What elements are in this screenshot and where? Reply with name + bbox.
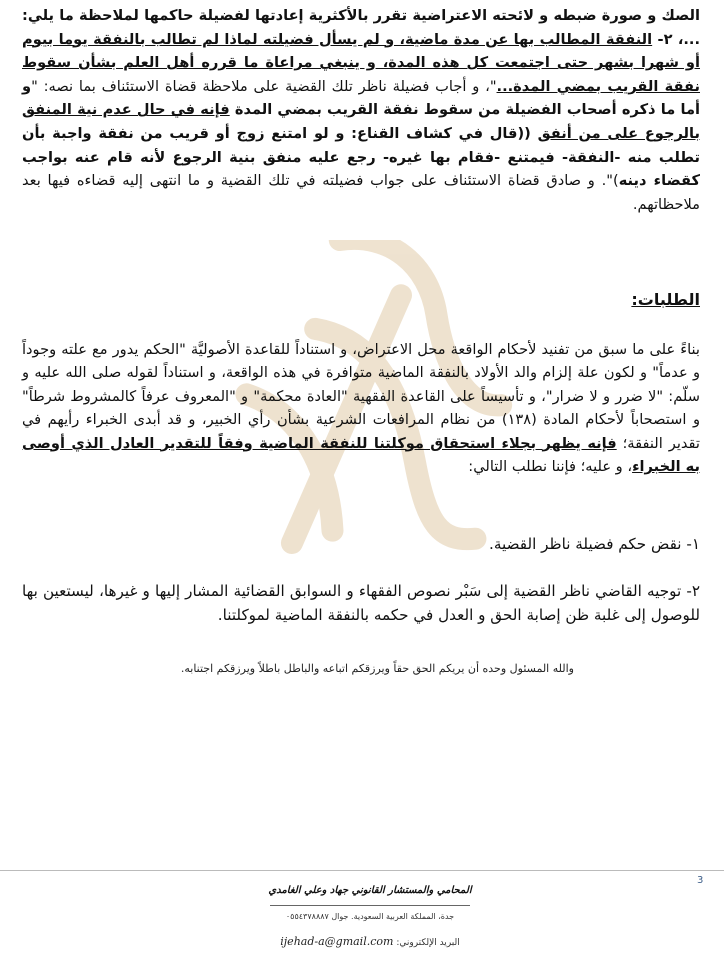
footer-email-label: البريد الإلكتروني:	[396, 938, 460, 948]
text-segment: و أما ما ذكره أصحاب الفضيلة من سقوط نفقة القريب بمضي المدة	[22, 77, 701, 119]
footer-email[interactable]: ijehad-a@gmail.com	[280, 935, 394, 948]
text-segment: النفقة المطالب بها عن مدة ماضية، و لم يسأل فضيلته لماذا لم تطالب بالنفقة يوما بيوم أو شهرا بشهر حتى اجتمعت كل هذه المدة، و ينبغي مراعاة ما قرره أهل العلم بشأن سقوط نفقة القريب بمضي المدة...	[22, 30, 700, 95]
text-segment: )". و صادق قضاة الاستئناف على جواب فضيلته في تلك القضية و ما انتهى إليه قضاءه فيها بعد ملاحظاتهم.	[22, 172, 700, 213]
text-segment: الصك و صورة ضبطه و لائحته الاعتراضية تقرر بالأكثرية إعادتها لفضيلة حاكمها لملاحظة ما يلي: ...، ٢-	[22, 7, 701, 48]
text-segment: فإنه يظهر بجلاء استحقاق موكلتنا للنفقة الماضية وفقاً للتقدير العادل الذي أوصى به الخبراء	[22, 434, 700, 476]
text-segment: ((قال في كشاف القناع: و لو امتنع زوج أو قريب من نفقة واجبة بأن تطلب منه -النفقة- فيمتنع -فقام بها غيره- رجع عليه منفق بنية الرجوع لأنه قام عنه بواجب كقضاء دينه	[22, 124, 700, 190]
text-segment: "، و أجاب فضيلة ناظر تلك القضية على ملاحظة قضاة الاستئناف بما نصه: "	[31, 77, 497, 95]
section-heading-requests: الطلبات:	[631, 290, 700, 309]
footer-email-row	[250, 935, 490, 948]
footer-lawyer-name: المحامي والمستشار القانوني جهاد وعلي الغامدي	[268, 885, 472, 896]
footer-address: جدة، المملكة العربية السعودية. جوال ٠٥٥٤٣٧٨٨٨٧	[285, 912, 455, 921]
request-item-2: ٢- توجيه القاضي ناظر القضية إلى سَبْر نصوص الفقهاء و السوابق القضائية المشار إليها و غيرها، ليستعين بها للوصول إلى غلبة ظن إصابة الحق و العدل في حكمه بالنفقة الماضية لموكلتنا.	[22, 582, 700, 624]
footer-divider	[0, 870, 724, 871]
closing-prayer: والله المسئول وحده أن يريكم الحق حقاً ويرزقكم اتباعه والباطل باطلاً ويرزقكم اجتنابه.	[180, 662, 574, 675]
paragraph-appeal-notes	[22, 4, 700, 216]
footer-name-underline	[270, 905, 470, 906]
request-item-1: ١- نقض حكم فضيلة ناظر القضية.	[489, 535, 700, 553]
text-segment: فإنه في حال عدم نية المنفق بالرجوع على من أنفق	[22, 101, 700, 142]
page-number: 3	[697, 875, 704, 886]
text-segment: بناءً على ما سبق من تفنيد لأحكام الواقعة محل الاعتراض، و استناداً للقاعدة الأصوليَّة "الحكم يدور مع علته وجوداً و عدماً" و لكون علة إلزام والد الأولاد بالنفقة الماضية متوافرة في هذه الواقعة، و استناداً لقوله صلى الله عليه و سلّم: "لا ضرر و لا ضرار"، و تأسيساً على القاعدة الفقهية "العادة محكمة" و "المعروف عرفاً كالمشروط شرطاً" و استصحاباً لأحكام المادة (١٣٨) من نظام المرافعات الشرعية بشأن رأي الخبير، و قد أبدى الخبراء رأيهم في تقدير النفقة؛	[22, 341, 700, 452]
paragraph-requests-basis	[22, 338, 700, 478]
text-segment: ، و عليه؛ فإننا نطلب التالي:	[468, 458, 633, 476]
